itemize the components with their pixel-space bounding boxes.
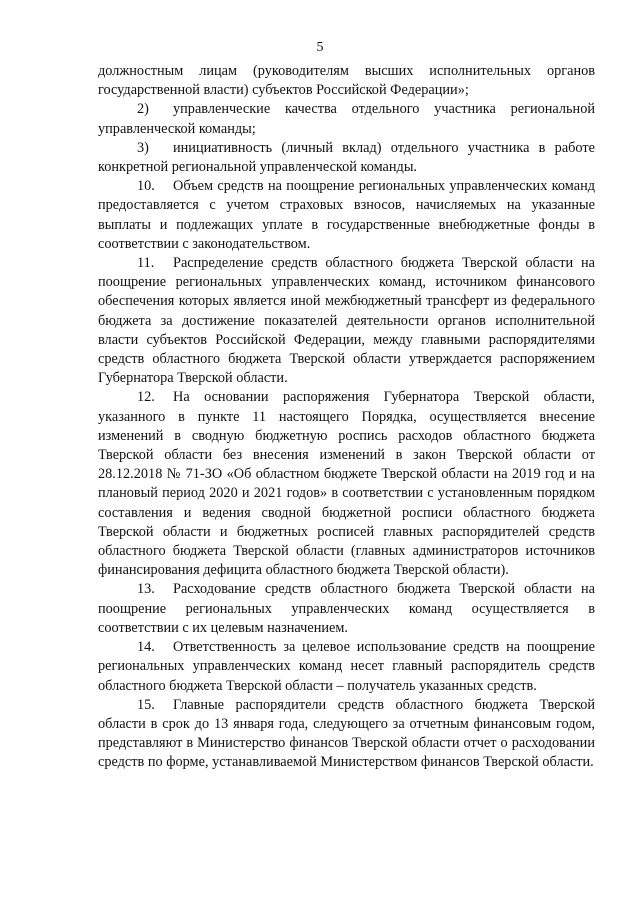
clause-12 — [98, 388, 595, 580]
document-body — [98, 62, 595, 773]
paragraph-text: инициативность (личный вклад) отдельного участника в работе конкретной региональной управленческой команды. — [98, 139, 595, 176]
paragraph-text: управленческие качества отдельного участника региональной управленческой команды; — [98, 101, 595, 137]
clause-15 — [98, 696, 595, 773]
paragraph-text: Распределение средств областного бюджета Тверской области на поощрение региональных управленческих команд, источником финансового обеспечения которых является иной межбюджетный трансферт из федерального бюджета за достижение показателей деятельности органов исполнительной власти субъектов Российской Федерации, между главными распорядителями средств областного бюджета Тверской области утверждается распоряжением Губернатора Тверской области. — [98, 255, 595, 387]
list-item-2 — [98, 100, 595, 138]
paragraph-text: Расходование средств областного бюджета Тверской области на поощрение региональных управленческих команд осуществляется в соответствии с их целевым назначением. — [98, 581, 595, 636]
paragraph-continuation — [98, 62, 595, 100]
item-number: 2) — [137, 101, 149, 118]
paragraph-text: Ответственность за целевое использование средств на поощрение региональных управленческих команд несет главный распорядитель средств областного бюджета Тверской области – получатель указанных средств. — [98, 639, 595, 694]
clause-number: 13. — [137, 581, 155, 598]
list-item-3 — [98, 139, 595, 177]
paragraph-text: Объем средств на поощрение региональных управленческих команд предоставляется с учетом страховых взносов, начисляемых на указанные выплаты и подлежащих уплате в государственные внебюджетные фонды в соответствии с законодательством. — [98, 178, 595, 252]
paragraph-text: На основании распоряжения Губернатора Тверской области, указанного в пункте 11 настоящего Порядка, осуществляется внесение изменений в сводную бюджетную роспись расходов областного бюджета Тверской области без внесения изменений в закон Тверской области от 28.12.2018 № 71-ЗО «Об областном бюджете Тверской области на 2019 год и на плановый период 2020 и 2021 годов» в соответствии с установленным порядком составления и ведения сводной бюджетной росписи областного бюджета Тверской области и бюджетных росписей главных распорядителей средств областного бюджета Тверской области (главных администраторов источников финансирования дефицита областного бюджета Тверской области). — [98, 389, 595, 579]
paragraph-text: должностным лицам (руководителям высших исполнительных органов государственной власти) субъектов Российской Федерации»; — [98, 63, 595, 99]
item-number: 3) — [137, 139, 149, 156]
clause-11 — [98, 254, 595, 388]
clause-number: 15. — [137, 696, 155, 713]
clause-10 — [98, 177, 595, 254]
clause-number: 10. — [137, 178, 155, 195]
clause-number: 12. — [137, 389, 155, 406]
clause-14 — [98, 638, 595, 696]
clause-number: 11. — [137, 255, 155, 272]
paragraph-text: Главные распорядители средств областного бюджета Тверской области в срок до 13 января года, следующего за отчетным финансовым годом, представляют в Министерство финансов Тверской области отчет о расходовании средств по форме, устанавливаемой Министерством финансов Тверской области. — [98, 696, 595, 771]
clause-13 — [98, 580, 595, 638]
clause-number: 14. — [137, 639, 155, 656]
page-number: 5 — [316, 40, 324, 55]
